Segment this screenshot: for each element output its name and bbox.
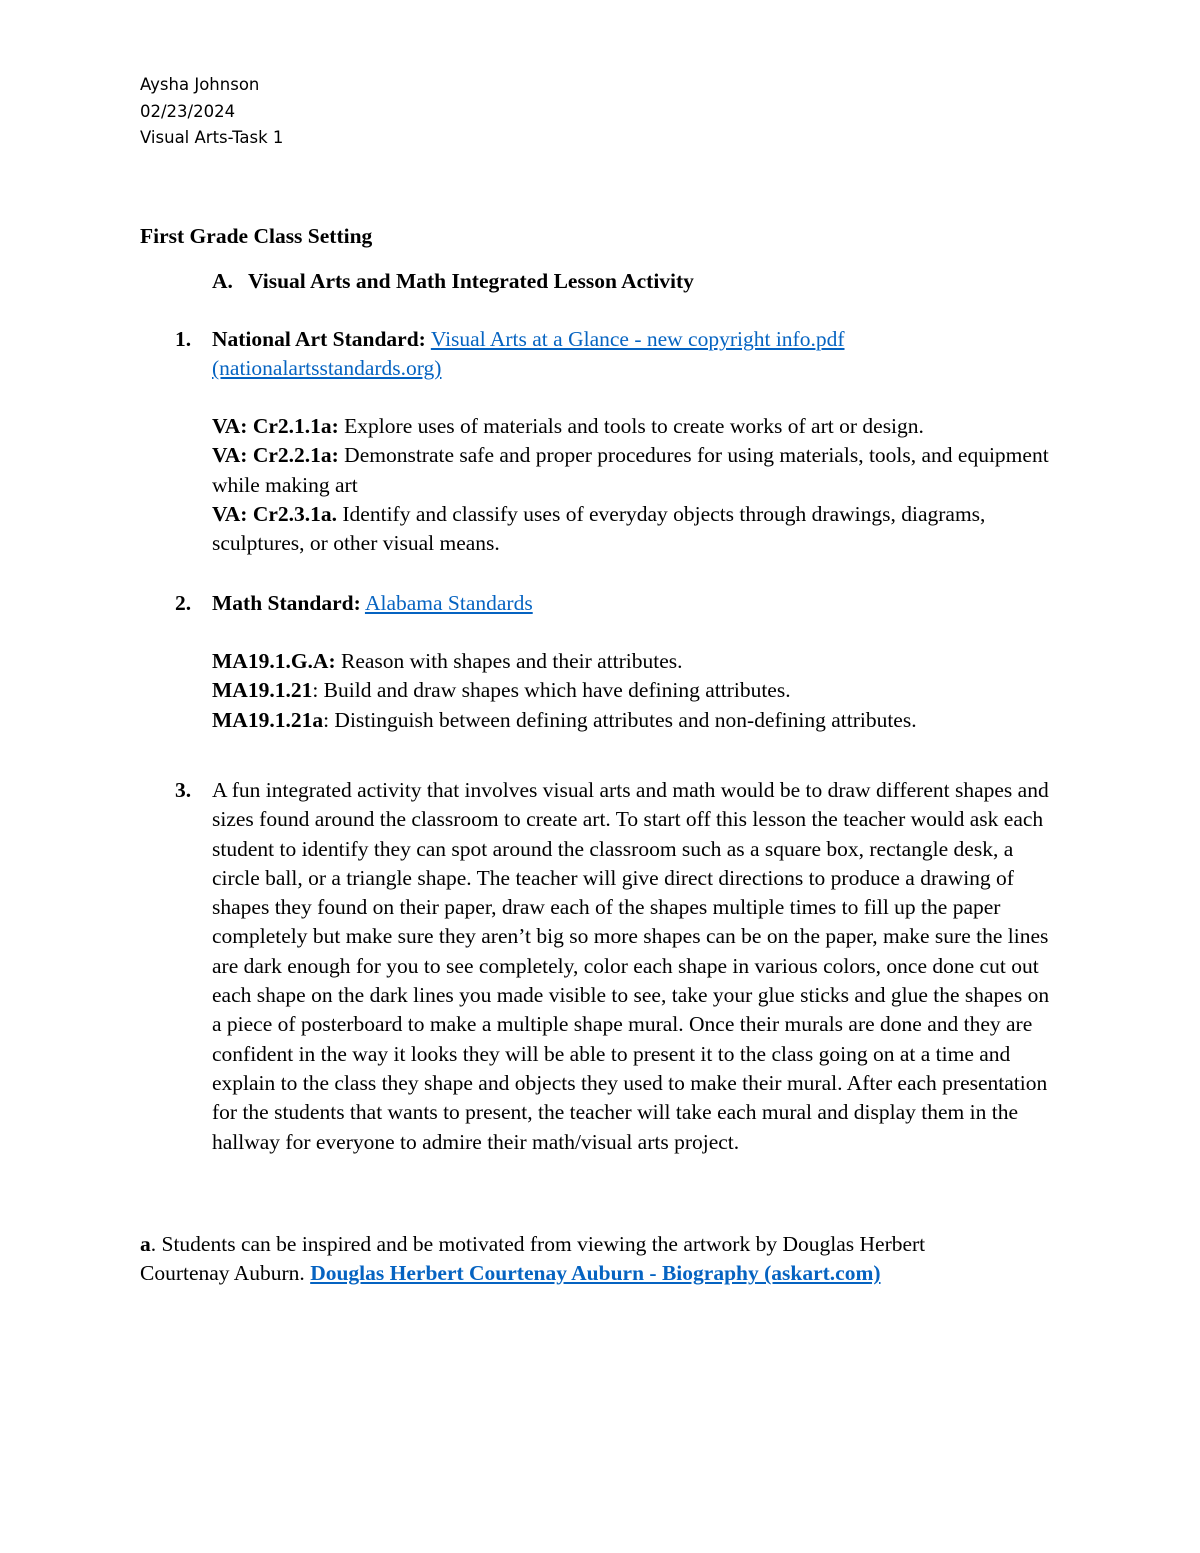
note-text: . Students can be inspired and be motivated from viewing the artwork by Douglas Herbert Courtenay Auburn.: [140, 1232, 926, 1286]
section-a-heading: Visual Arts and Math Integrated Lesson Activity: [248, 269, 694, 293]
section-a-marker: A.: [212, 269, 233, 293]
item-2-heading: [212, 589, 1072, 618]
art-standard-item: VA: Cr2.3.1a. Identify and classify uses of everyday objects through drawings, diagrams, sculptures, or other visual means.: [212, 501, 986, 556]
item-1-marker: 1.: [175, 327, 192, 351]
askart-biography-link[interactable]: Douglas Herbert Courtenay Auburn - Biography (askart.com): [310, 1261, 881, 1286]
document-date: 02/23/2024: [140, 101, 236, 121]
task-title: Visual Arts-Task 1: [140, 128, 284, 147]
document-header: [140, 72, 283, 152]
art-standard-item: VA: Cr2.1.1a: Explore uses of materials and tools to create works of art or design.: [212, 414, 924, 438]
math-standard-item: MA19.1.G.A: Reason with shapes and their attributes.: [212, 649, 683, 673]
math-standard-item: MA19.1.21a: Distinguish between defining attributes and non-defining attributes.: [212, 707, 917, 732]
item-1-heading: [212, 325, 1072, 384]
math-standards-list: [212, 647, 1072, 735]
item-2-marker: 2.: [175, 591, 192, 615]
alabama-standards-link[interactable]: Alabama Standards: [364, 591, 533, 615]
art-standards-list: [212, 412, 1072, 558]
document-title: First Grade Class Setting: [140, 224, 373, 248]
item-3-marker: 3.: [175, 778, 192, 802]
art-standard-item: VA: Cr2.2.1a: Demonstrate safe and proper procedures for using materials, tools, and equipment while making art: [212, 443, 1049, 497]
national-art-standard-link[interactable]: Visual Arts at a Glance - new copyright info.pdf (nationalartsstandards.org): [212, 327, 845, 381]
activity-description: A fun integrated activity that involves visual arts and math would be to draw different shapes and sizes found around the classroom to create art. To start off this lesson the teacher would ask each student to identify they can spot around the classroom such as a square box, rectangle desk, a circle ball, or a triangle shape. The teacher will give direct directions to produce a drawing of shapes they found on their paper, draw each of the shapes multiple times to fill up the paper completely but make sure they aren’t big so more shapes can be on the paper, make sure the lines are dark enough for you to see completely, color each shape in various colors, once done cut out each shape on the dark lines you made visible to see, take your glue sticks and glue the shapes on a piece of posterboard to make a multiple shape mural. Once their murals are done and they are confident in the way it looks they will be able to present it to the class going on at a time and explain to the class they shape and objects they used to make their mural. After each presentation for the students that wants to present, the teacher will take each mural and display them in the hallway for everyone to admire their math/visual arts project.: [212, 778, 1050, 1154]
author-name: Aysha Johnson: [140, 75, 260, 94]
national-art-standard-label: National Art Standard:: [212, 327, 426, 351]
inspiration-note: [140, 1230, 1020, 1289]
math-standard-label: Math Standard:: [212, 591, 361, 615]
note-marker: a: [140, 1232, 151, 1256]
math-standard-item: MA19.1.21: Build and draw shapes which have defining attributes.: [212, 678, 791, 703]
